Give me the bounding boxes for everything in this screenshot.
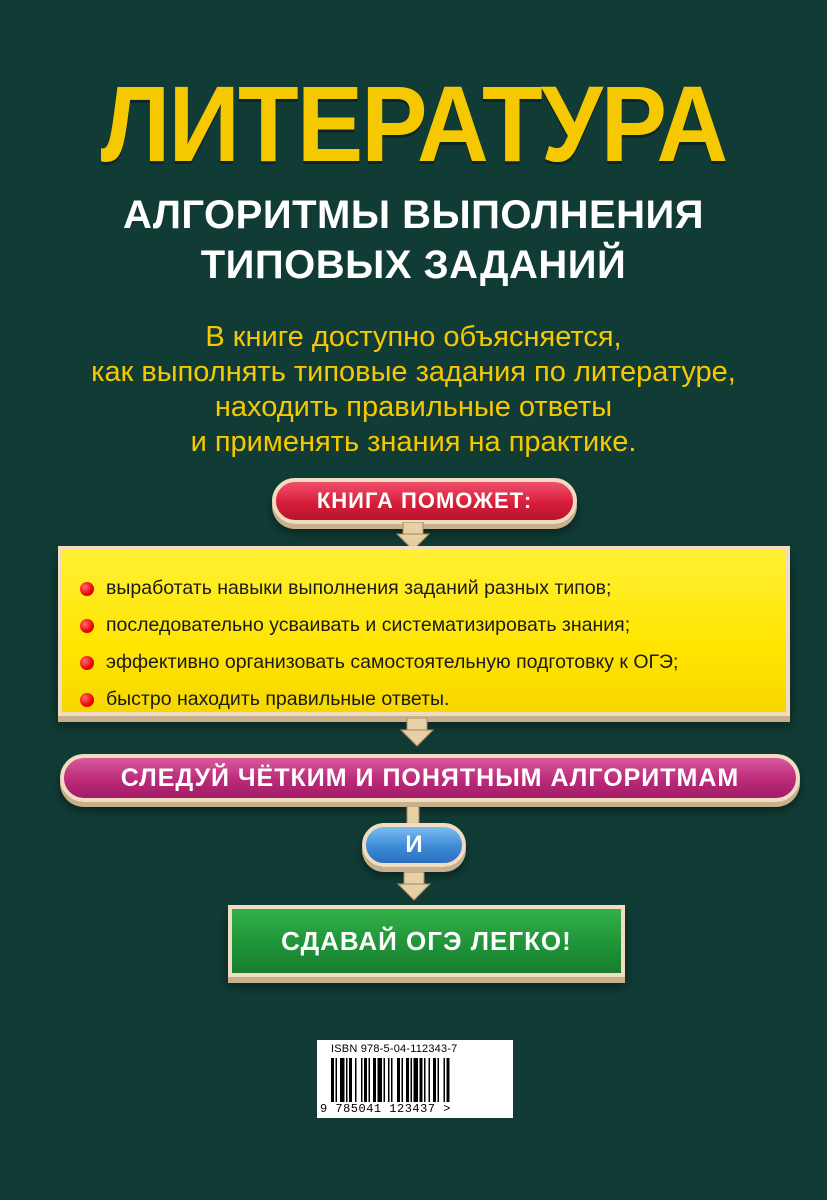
subtitle-line-2: ТИПОВЫХ ЗАДАНИЙ [200,243,627,287]
book-subtitle [0,190,827,290]
isbn-text: ISBN 978-5-04-112343-7 [331,1043,458,1055]
benefit-item [80,570,786,607]
help-pill-label: КНИГА ПОМОЖЕТ: [316,488,533,513]
and-pill-label: И [405,831,423,858]
intro-line-3: находить правильные ответы [214,391,613,423]
benefit-text: быстро находить правильные ответы. [106,688,450,710]
book-title: ЛИТЕРАТУРА [100,63,727,184]
benefits-box [58,546,790,716]
and-pill [362,823,466,867]
connector-stem [402,806,424,824]
pass-box [228,905,625,977]
pass-box-label: СДАВАЙ ОГЭ ЛЕГКО! [281,925,572,956]
subtitle-line-1: АЛГОРИТМЫ ВЫПОЛНЕНИЯ [122,193,705,237]
benefit-item [80,607,786,644]
bullet-icon [80,582,94,596]
bullet-icon [80,619,94,633]
arrow-connector-3 [396,872,432,902]
eksmo-e-logo-icon [470,1056,504,1100]
benefit-text: последовательно усваивать и систематизировать знания; [106,614,631,636]
arrow-connector-2 [399,718,435,748]
benefit-item [80,644,786,681]
help-pill [272,478,577,524]
intro-text [0,320,827,460]
benefit-text: эффективно организовать самостоятельную подготовку к ОГЭ; [106,651,679,673]
benefit-text: выработать навыки выполнения заданий разных типов; [106,577,612,599]
intro-line-2: как выполнять типовые задания по литературе, [91,356,736,388]
bullet-icon [80,693,94,707]
benefit-item [80,681,786,718]
intro-line-1: В книге доступно объясняется, [205,321,622,353]
bullet-icon [80,656,94,670]
intro-line-4: и применять знания на практике. [190,426,637,458]
follow-pill [60,754,800,802]
follow-pill-label: СЛЕДУЙ ЧЁТКИМ И ПОНЯТНЫМ АЛГОРИТМАМ [120,763,740,792]
barcode-digits: 9 785041 123437 > [320,1102,451,1116]
